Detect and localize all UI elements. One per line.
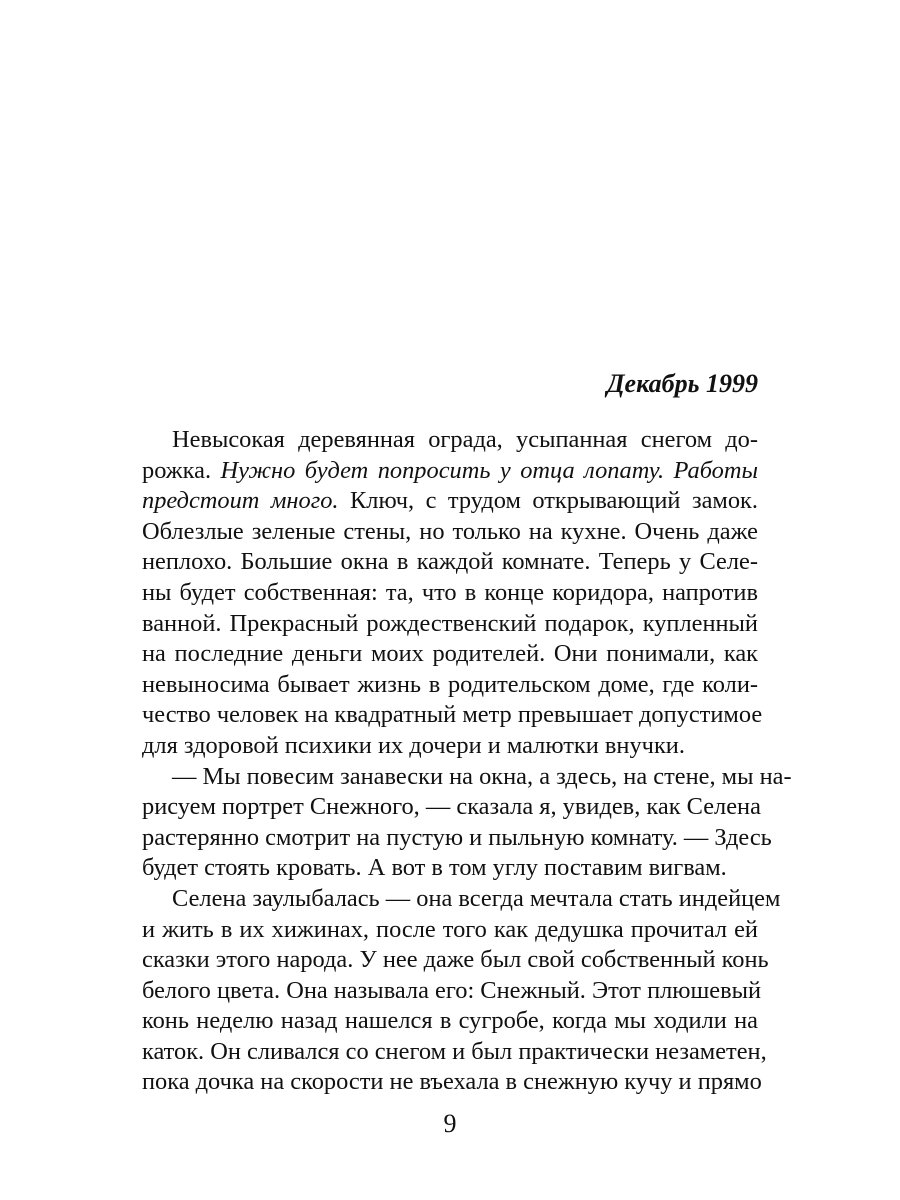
text-segment: чество человек на квадратный метр превышает допустимое [142, 701, 763, 729]
text-line [142, 915, 758, 946]
text-line [142, 731, 758, 762]
text-line [142, 1006, 758, 1037]
text-segment: растерянно смотрит на пустую и пыльную комнату. — Здесь [142, 823, 772, 851]
text-line [142, 547, 758, 578]
text-line [142, 517, 758, 548]
text-segment: сказки этого народа. У нее даже был свой собственный конь [142, 946, 769, 974]
text-segment: Селена заулыбалась — она всегда мечтала стать индейцем [172, 884, 781, 912]
chapter-date-heading: Декабрь 1999 [606, 369, 758, 398]
paragraph [142, 884, 781, 1098]
text-segment: рожка. [142, 456, 221, 484]
text-segment: и жить в их хижинах, после того как дедушка прочитал ей [142, 915, 758, 943]
text-line [142, 1037, 767, 1068]
text-segment: каток. Он сливался со снегом и был практически незаметен, [142, 1037, 767, 1065]
paragraph [142, 425, 763, 762]
text-segment: ны будет собственная: та, что в конце коридора, напротив [142, 578, 758, 606]
text-line [142, 670, 758, 701]
paragraph [142, 762, 792, 884]
italic-text-segment: предстоит много. [142, 487, 339, 515]
text-segment: — Мы повесим занавески на окна, а здесь, на стене, мы на- [172, 762, 792, 790]
text-segment: для здоровой психики их дочери и малютки внучки. [142, 731, 685, 759]
text-line [142, 823, 772, 854]
italic-text-segment: Нужно будет попросить у отца лопату. Работы [220, 456, 758, 484]
text-line [142, 1067, 762, 1098]
text-segment: пока дочка на скорости не въехала в снежную кучу и прямо [142, 1068, 762, 1096]
text-segment: Облезлые зеленые стены, но только на кухне. Очень даже [142, 517, 758, 545]
text-segment: конь неделю назад нашелся в сугробе, когда мы ходили на [142, 1007, 758, 1035]
text-line [142, 792, 761, 823]
text-line [142, 945, 769, 976]
text-line [142, 853, 758, 884]
text-segment: ванной. Прекрасный рождественский подарок, купленный [142, 609, 758, 637]
text-line [142, 456, 758, 487]
text-segment: Невысокая деревянная ограда, усыпанная снегом до- [172, 426, 758, 453]
text-line [142, 578, 758, 609]
text-segment: будет стоять кровать. А вот в том углу поставим вигвам. [142, 854, 727, 882]
text-line [142, 884, 781, 915]
text-line [142, 762, 792, 793]
text-line [142, 639, 758, 670]
text-line [142, 976, 762, 1007]
text-segment: невыносима бывает жизнь в родительском доме, где коли- [142, 670, 758, 698]
text-segment: рисуем портрет Снежного, — сказала я, увидев, как Селена [142, 793, 761, 821]
page-number: 9 [443, 1109, 457, 1138]
text-line [142, 609, 758, 640]
text-line [142, 486, 758, 517]
text-segment: на последние деньги моих родителей. Они понимали, как [142, 640, 758, 668]
body-text [142, 425, 792, 1098]
text-line [142, 425, 758, 456]
text-segment: Ключ, с трудом открывающий замок. [338, 487, 758, 515]
text-segment: белого цвета. Она называла его: Снежный. Этот плюшевый [142, 976, 762, 1004]
text-line [142, 700, 763, 731]
text-segment: неплохо. Большие окна в каждой комнате. Теперь у Селе- [142, 548, 758, 576]
